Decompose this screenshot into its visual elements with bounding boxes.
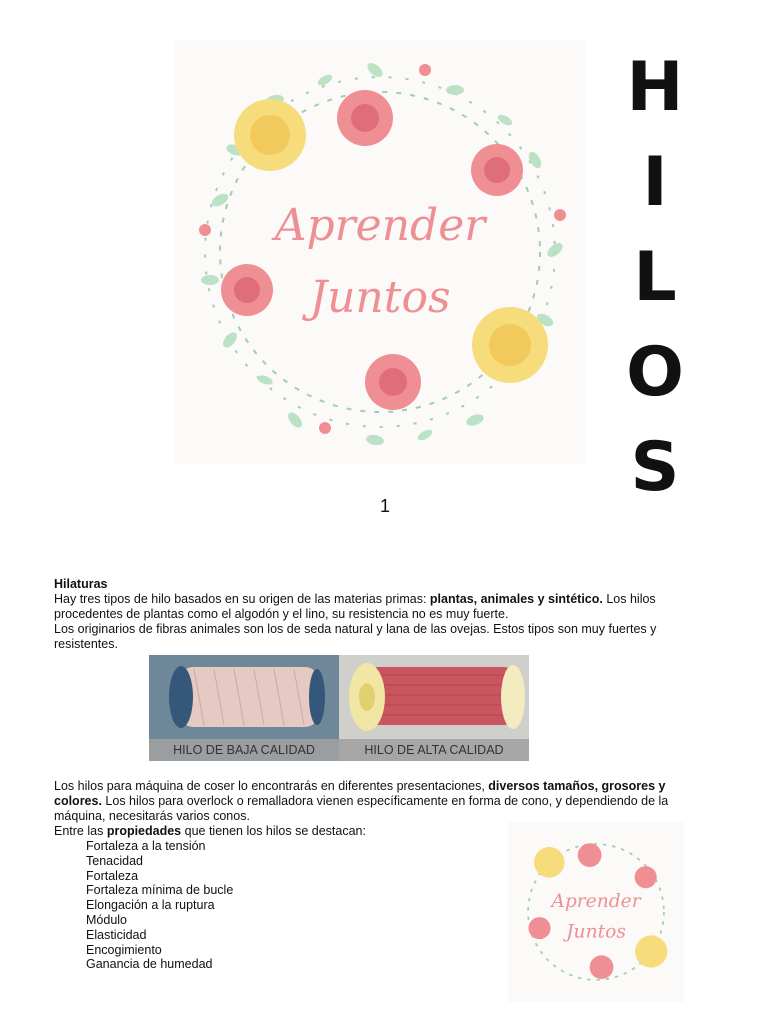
hilaturas-section <box>54 577 684 652</box>
list-item: Fortaleza a la tensión <box>86 839 206 853</box>
title-letter: S <box>630 428 680 507</box>
paragraph-origin: Hay tres tipos de hilo basados en su origen de las materias primas: plantas, animales y sintético. Los hilos procedentes de plantas como el algodón y el lino, su resistencia no es muy fuerte. <box>54 592 656 621</box>
floral-wreath-logo-small <box>508 822 684 1002</box>
paragraph-properties-intro: Entre las propiedades que tienen los hilos se destacan: <box>54 824 366 838</box>
caption-low-quality: HILO DE BAJA CALIDAD <box>173 743 315 757</box>
caption-high-quality: HILO DE ALTA CALIDAD <box>364 743 504 757</box>
thread-comparison-photo <box>149 655 529 761</box>
list-item: Tenacidad <box>86 853 143 868</box>
title-letter: I <box>642 143 668 222</box>
vertical-title <box>600 48 710 508</box>
paragraph-presentations: Los hilos para máquina de coser lo encontrarás en diferentes presentaciones, diversos tamaños, grosores y colores. Los hilos para overlock o remalladora vienen específicamente en forma de cono, y dependiendo de la máquina, necesitarás varios conos. <box>54 779 669 823</box>
page-number: 1 <box>380 496 391 516</box>
paragraph-animal-fibers: Los originarios de fibras animales son los de seda natural y lana de las ovejas. Estos tipos son muy fuertes y resistentes. <box>54 622 657 651</box>
wreath-illustration-small <box>508 822 684 1002</box>
title-letter: H <box>626 48 684 127</box>
list-item: Fortaleza <box>86 868 139 883</box>
list-item: Módulo <box>86 912 127 927</box>
logo-small-line2: Juntos <box>566 921 626 943</box>
logo-line1: Aprender <box>274 200 486 251</box>
floral-wreath-logo <box>175 40 585 464</box>
list-item: Elasticidad <box>86 927 147 942</box>
list-item: Encogimiento <box>86 942 162 957</box>
section-heading: Hilaturas <box>54 577 108 591</box>
logo-small-line1: Aprender <box>551 890 641 912</box>
list-item: Elongación a la ruptura <box>86 898 215 913</box>
list-item: Fortaleza mínima de bucle <box>86 883 234 898</box>
list-item: Ganancia de humedad <box>86 957 213 972</box>
wreath-illustration <box>175 40 585 464</box>
title-letter: O <box>626 333 684 412</box>
photo-caption-bar <box>149 739 529 761</box>
logo-line2: Juntos <box>309 272 451 323</box>
title-letter: L <box>633 238 677 317</box>
